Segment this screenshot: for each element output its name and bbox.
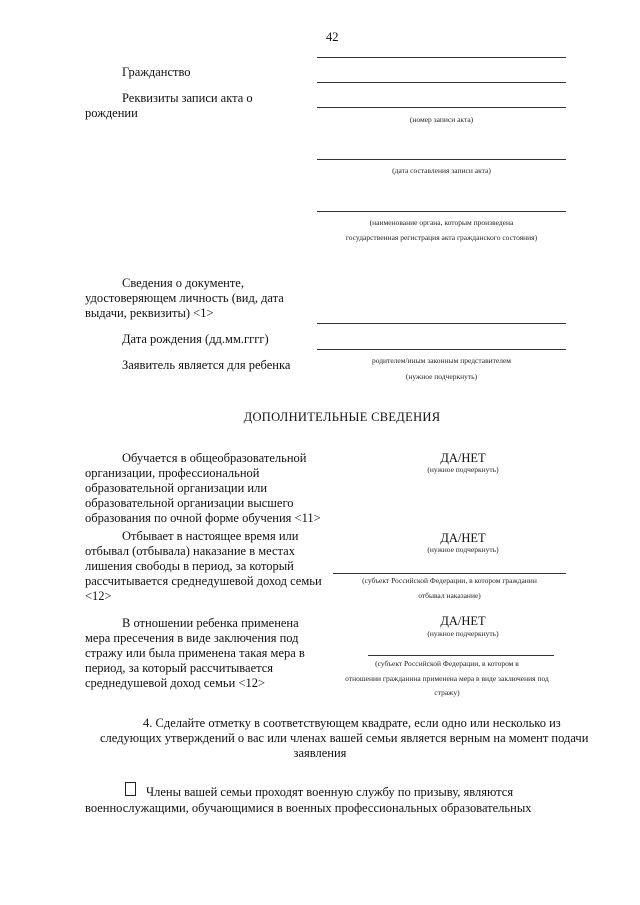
custody-answer-hint: (нужное подчеркнуть): [427, 629, 499, 638]
citizenship-line-1[interactable]: [317, 57, 566, 58]
birth-record-label-1: Реквизиты записи акта о: [122, 91, 253, 105]
point4-line-1: 4. Сделайте отметку в соответствующем квадрате, если одно или несколько из: [143, 716, 561, 730]
page-number: 42: [326, 30, 339, 44]
military-line-1: Члены вашей семьи проходят военную службу по призыву, являются: [146, 785, 514, 799]
studies-answer-yes-no[interactable]: ДА/НЕТ: [440, 451, 486, 465]
record-date-hint: (дата составления записи акта): [392, 166, 491, 175]
point4-line-2: следующих утверждений о вас или членах вашей семьи является верным на момент подачи: [100, 731, 589, 745]
registration-organ-hint-1: (наименование органа, которым произведена: [369, 218, 514, 227]
registration-organ-hint-2: государственная регистрация акта гражданского состояния): [345, 233, 538, 242]
question-custody-line: среднедушевой доход семьи <12>: [85, 676, 265, 690]
question-studies-line: организации, профессиональной: [85, 466, 260, 480]
imprisonment-region-hint-1: (субъект Российской Федерации, в котором гражданин: [362, 576, 537, 585]
birth-record-label-2: рождении: [85, 106, 138, 120]
citizenship-label: Гражданство: [122, 65, 191, 79]
record-number-line[interactable]: [317, 107, 566, 108]
custody-region-hint-2: отношении гражданина применена мера в виде заключения под: [345, 674, 549, 683]
military-checkbox[interactable]: [125, 782, 136, 796]
question-imprisonment-line: отбывал (отбывала) наказание в местах: [85, 544, 295, 558]
record-number-hint: (номер записи акта): [409, 115, 474, 124]
imprisonment-answer-yes-no[interactable]: ДА/НЕТ: [440, 531, 486, 545]
military-line-2: военнослужащими, обучающимися в военных профессиональных образовательных: [85, 801, 532, 815]
question-imprisonment-line: <12>: [85, 589, 112, 603]
applicant-is-label: Заявитель является для ребенка: [122, 358, 291, 372]
custody-region-hint-1: (субъект Российской Федерации, в котором в: [375, 659, 519, 668]
citizenship-line-2[interactable]: [317, 82, 566, 83]
applicant-role-options[interactable]: родителем/иным законным представителем: [371, 356, 512, 365]
imprisonment-answer-hint: (нужное подчеркнуть): [427, 545, 499, 554]
question-custody-line: стражу или была применена такая мера в: [85, 646, 305, 660]
point4-line-3: заявления: [293, 746, 347, 760]
identity-doc-label-2: удостоверяющем личность (вид, дата: [85, 291, 284, 305]
identity-doc-label-1: Сведения о документе,: [122, 276, 244, 290]
custody-answer-yes-no[interactable]: ДА/НЕТ: [440, 614, 486, 628]
question-custody-line: мера пресечения в виде заключения под: [85, 631, 299, 645]
imprisonment-region-hint-2: отбывал наказание): [418, 591, 481, 600]
question-studies-line: образовательной организации высшего: [85, 496, 294, 510]
question-imprisonment-line: Отбывает в настоящее время или: [122, 529, 299, 543]
birth-date-label: Дата рождения (дд.мм.гггг): [122, 332, 269, 346]
identity-doc-line[interactable]: [317, 323, 566, 324]
question-studies-line: образования по очной форме обучения <11>: [85, 511, 321, 525]
studies-answer-hint: (нужное подчеркнуть): [427, 465, 499, 474]
applicant-role-hint: (нужное подчеркнуть): [405, 372, 478, 381]
question-custody-line: В отношении ребенка применена: [122, 616, 299, 630]
identity-doc-label-3: выдачи, реквизиты) <1>: [85, 306, 214, 320]
question-imprisonment-line: рассчитывается среднедушевой доход семьи: [85, 574, 322, 588]
question-imprisonment-line: лишения свободы в период, за который: [85, 559, 294, 573]
section-title: ДОПОЛНИТЕЛЬНЫЕ СВЕДЕНИЯ: [243, 410, 441, 424]
custody-region-line[interactable]: [368, 655, 554, 656]
question-studies-line: образовательной организации или: [85, 481, 268, 495]
registration-organ-line[interactable]: [317, 211, 566, 212]
question-studies-line: Обучается в общеобразовательной: [122, 451, 307, 465]
custody-region-hint-3: стражу): [434, 688, 460, 697]
record-date-line[interactable]: [317, 159, 566, 160]
question-custody-line: период, за который рассчитывается: [85, 661, 274, 675]
birth-date-line[interactable]: [317, 349, 566, 350]
imprisonment-region-line[interactable]: [333, 573, 566, 574]
